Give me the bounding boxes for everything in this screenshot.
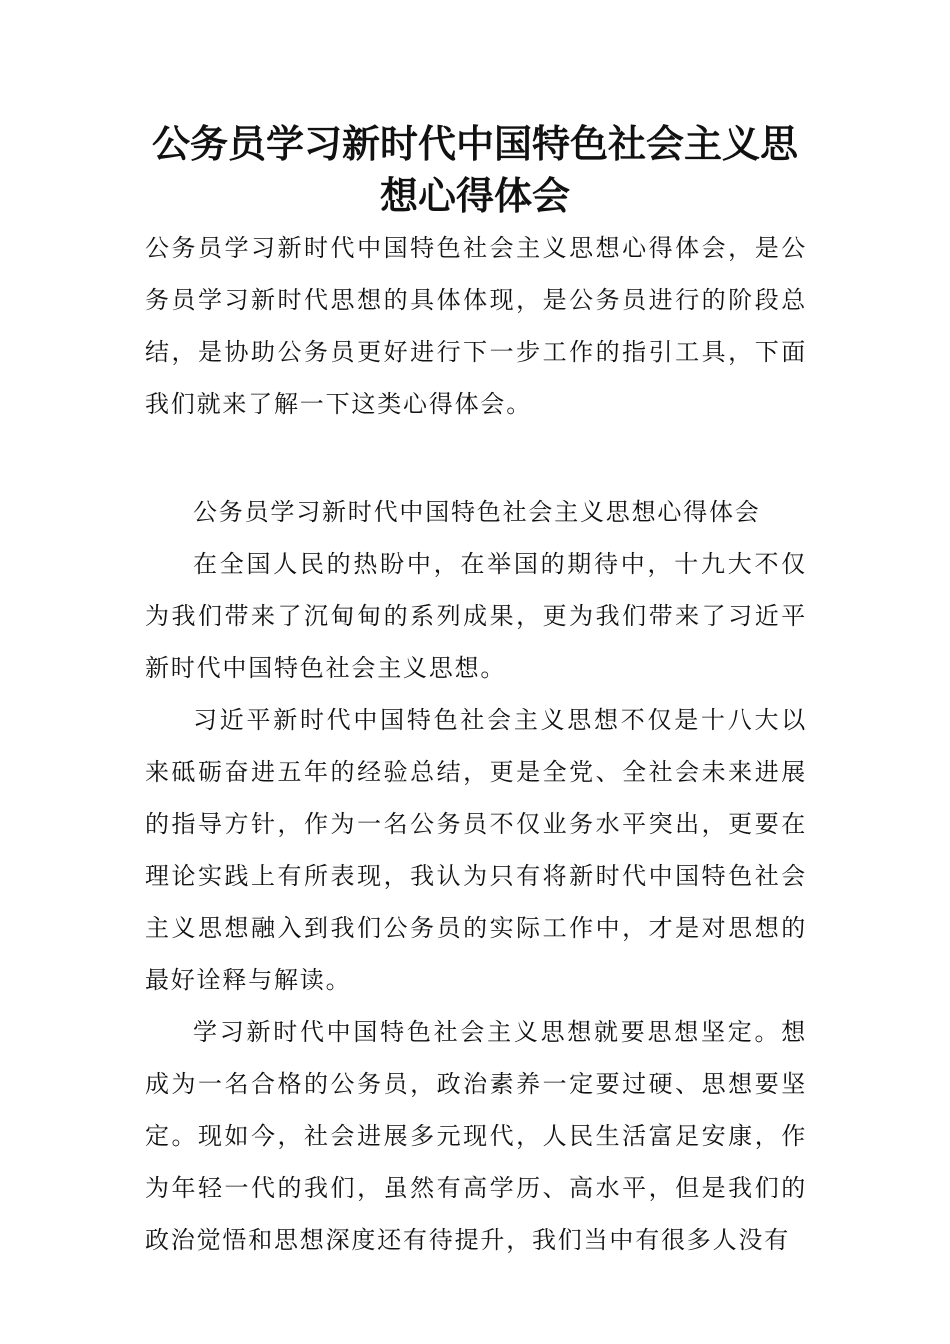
paragraph-spacer	[145, 430, 807, 486]
intro-paragraph: 公务员学习新时代中国特色社会主义思想心得体会，是公务员学习新时代思想的具体体现，是公务员进行的阶段总结，是协助公务员更好进行下一步工作的指引工具，下面我们就来了解一下这类心得体会。	[145, 234, 807, 418]
document-title: 公务员学习新时代中国特色社会主义思想心得体会	[151, 122, 798, 218]
document-body	[145, 222, 807, 1266]
section-subheading: 公务员学习新时代中国特色社会主义思想心得体会	[193, 498, 761, 526]
body-paragraph: 习近平新时代中国特色社会主义思想不仅是十八大以来砥砺奋进五年的经验总结，更是全党、全社会未来进展的指导方针，作为一名公务员不仅业务水平突出，更要在理论实践上有所表现，我认为只有将新时代中国特色社会主义思想融入到我们公务员的实际工作中，才是对思想的最好诠释与解读。	[145, 706, 807, 994]
body-paragraph: 学习新时代中国特色社会主义思想就要思想坚定。想成为一名合格的公务员，政治素养一定要过硬、思想要坚定。现如今，社会进展多元现代，人民生活富足安康，作为年轻一代的我们，虽然有高学历、高水平，但是我们的政治觉悟和思想深度还有待提升，我们当中有很多人没有	[145, 1018, 807, 1254]
body-paragraph: 在全国人民的热盼中，在举国的期待中，十九大不仅为我们带来了沉甸甸的系列成果，更为我们带来了习近平新时代中国特色社会主义思想。	[145, 550, 807, 682]
